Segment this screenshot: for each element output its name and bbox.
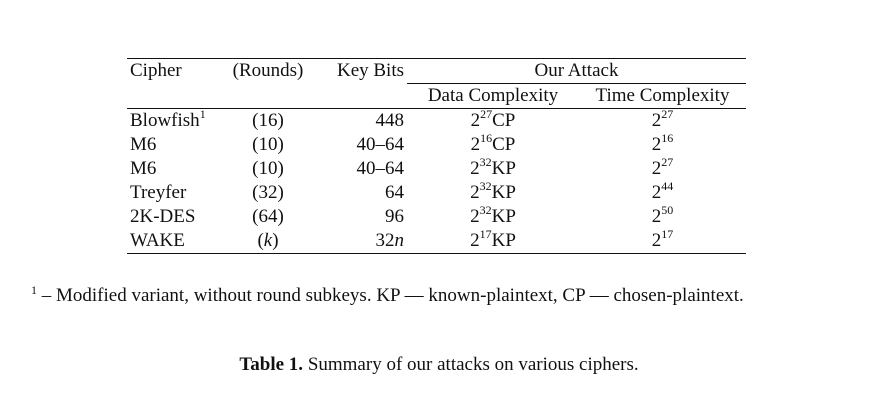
key-bits-cell: 96	[385, 206, 404, 227]
data-complexity-cell: $2^{32}KP$	[470, 155, 516, 179]
cipher-cell: Treyfer	[130, 182, 187, 203]
time-complexity-cell: $2^{16}$	[651, 131, 674, 155]
header-rounds: (Rounds)	[219, 59, 317, 84]
key-bits-variable: n	[394, 230, 404, 251]
rounds-cell: (10)	[252, 158, 284, 179]
caption-label: Table 1.	[239, 354, 304, 375]
table-row	[127, 133, 746, 157]
footnote-marker: 1	[199, 107, 206, 121]
footnote-text: – Modified variant, without round subkeys. KP — known-plaintext, CP — chosen-plaintext.	[37, 285, 744, 306]
data-complexity-cell: $2^{17}KP$	[407, 229, 579, 254]
data-complexity-cell: $2^{27}CP$	[470, 107, 516, 131]
table-row	[127, 157, 746, 181]
key-bits-cell: 64	[385, 182, 404, 203]
cipher-name: Blowfish	[130, 110, 200, 131]
rounds-variable: k	[263, 230, 273, 251]
footnote-marker: 1	[31, 283, 37, 297]
cipher-cell: 2K-DES	[130, 206, 196, 227]
time-complexity-cell: $2^{50}$	[651, 203, 674, 227]
rounds-cell: (16)	[252, 110, 284, 131]
rounds-cell: (10)	[252, 134, 284, 155]
header-spacer	[219, 84, 317, 109]
attack-summary-table	[127, 58, 746, 254]
key-bits-cell: 448	[375, 110, 404, 131]
key-bits-cell: 32n	[317, 229, 407, 254]
cipher-cell: M6	[130, 134, 157, 155]
data-complexity-cell: $2^{32}KP$	[470, 203, 516, 227]
cipher-cell: M6	[130, 158, 157, 179]
header-time-complexity: Time Complexity	[595, 85, 730, 106]
data-complexity-cell: $2^{16}CP$	[470, 131, 516, 155]
header-spacer	[127, 84, 219, 109]
table-caption	[0, 354, 878, 376]
time-complexity-cell: $2^{44}$	[651, 179, 674, 203]
data-complexity-cell: $2^{32}KP$	[470, 179, 516, 203]
header-data-complexity: Data Complexity	[427, 85, 559, 106]
cipher-cell	[127, 109, 219, 134]
header-our-attack: Our Attack	[407, 59, 746, 84]
key-bits-cell: 40–64	[356, 158, 404, 179]
key-bits-cell: 40–64	[356, 134, 404, 155]
table-footnote	[31, 283, 851, 308]
rounds-cell: (64)	[252, 206, 284, 227]
table-row	[127, 181, 746, 205]
time-complexity-cell: $2^{27}$	[651, 155, 674, 179]
rounds-cell: (k)	[219, 229, 317, 254]
header-key-bits: Key Bits	[317, 59, 407, 84]
header-spacer	[317, 84, 407, 109]
time-complexity-cell: $2^{17}$	[579, 229, 746, 254]
table-row	[127, 109, 746, 134]
table-row	[127, 229, 746, 254]
header-row-2	[127, 84, 746, 109]
header-cipher: Cipher	[127, 59, 219, 84]
cipher-cell: WAKE	[127, 229, 219, 254]
header-row-1	[127, 59, 746, 84]
rounds-cell: (32)	[252, 182, 284, 203]
time-complexity-cell: $2^{27}$	[651, 107, 674, 131]
caption-text: Summary of our attacks on various ciphers.	[303, 354, 639, 375]
table-row	[127, 205, 746, 229]
